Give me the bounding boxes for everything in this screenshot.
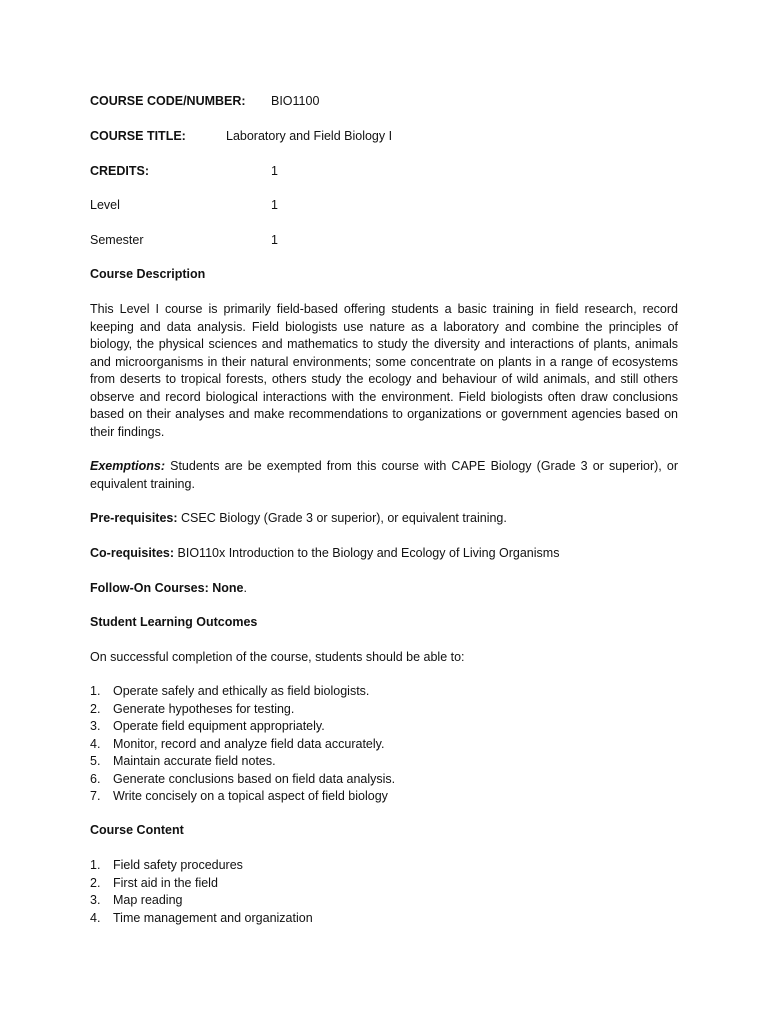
corequisites-text: BIO110x Introduction to the Biology and Ecology of Living Organisms xyxy=(174,546,560,560)
list-number: 5. xyxy=(90,754,101,768)
list-number: 2. xyxy=(90,701,101,716)
course-content-heading: Course Content xyxy=(90,823,184,837)
list-text: Write concisely on a topical aspect of field biology xyxy=(113,789,388,803)
list-number: 1. xyxy=(90,858,101,872)
list-number: 7. xyxy=(90,789,101,803)
followon-label: Follow-On Courses: None xyxy=(90,581,244,595)
list-number: 6. xyxy=(90,771,101,786)
list-text: Generate hypotheses for testing. xyxy=(113,701,295,716)
course-code-value: BIO1100 xyxy=(271,94,320,108)
course-description-heading: Course Description xyxy=(90,267,206,281)
outcomes-intro: On successful completion of the course, students should be able to: xyxy=(90,650,465,664)
list-number: 2. xyxy=(90,875,101,890)
level-label: Level xyxy=(90,198,120,212)
list-text: First aid in the field xyxy=(113,875,218,890)
list-text: Map reading xyxy=(113,893,183,907)
outcomes-heading: Student Learning Outcomes xyxy=(90,615,258,629)
exemptions-label: Exemptions: xyxy=(90,459,166,473)
list-text: Time management and organization xyxy=(113,910,313,925)
list-text: Monitor, record and analyze field data accurately. xyxy=(113,736,385,751)
credits-label: CREDITS: xyxy=(90,164,150,178)
list-number: 4. xyxy=(90,736,101,751)
semester-label: Semester xyxy=(90,233,144,247)
semester-value: 1 xyxy=(271,233,278,247)
prerequisites-text: CSEC Biology (Grade 3 or superior), or equivalent training. xyxy=(177,511,507,525)
level-value: 1 xyxy=(271,198,278,212)
list-text: Field safety procedures xyxy=(113,858,243,872)
course-title-label: COURSE TITLE: xyxy=(90,129,186,143)
course-code-label: COURSE CODE/NUMBER: xyxy=(90,94,246,108)
list-text: Operate field equipment appropriately. xyxy=(113,719,325,733)
course-description-body: This Level I course is primarily field-based offering students a basic training in field research, record keeping and data analysis. Field biologists use nature as a laboratory and combine the principles of biology, the physical sciences and mathematics to study the diversity and interactions of plants, animals and microorganisms in their natural environments; some concentrate on plants in a range of ecosystems from deserts to tropical forests, others study the ecology and behaviour of wild animals, and still others observe and record biological interactions with the environment. Field biologists often draw conclusions based on their analyses and make recommendations to organizations or government agencies based on their findings. xyxy=(90,302,678,439)
corequisites-label: Co-requisites: xyxy=(90,546,175,560)
list-text: Maintain accurate field notes. xyxy=(113,754,276,768)
prerequisites-line xyxy=(90,510,507,528)
list-number: 3. xyxy=(90,719,101,733)
credits-value: 1 xyxy=(271,164,278,178)
list-number: 3. xyxy=(90,893,101,907)
followon-text: . xyxy=(243,581,247,595)
list-number: 1. xyxy=(90,684,101,698)
followon-line xyxy=(90,580,247,598)
list-text: Operate safely and ethically as field biologists. xyxy=(113,684,370,698)
list-number: 4. xyxy=(90,910,101,925)
exemptions-text: Students are be exempted from this course with CAPE Biology (Grade 3 or superior), or equivalent training. xyxy=(90,459,678,491)
exemptions-paragraph xyxy=(90,458,678,493)
corequisites-line xyxy=(90,545,559,563)
prerequisites-label: Pre-requisites: xyxy=(90,511,178,525)
course-title-value: Laboratory and Field Biology I xyxy=(226,129,393,143)
list-text: Generate conclusions based on field data analysis. xyxy=(113,771,396,786)
